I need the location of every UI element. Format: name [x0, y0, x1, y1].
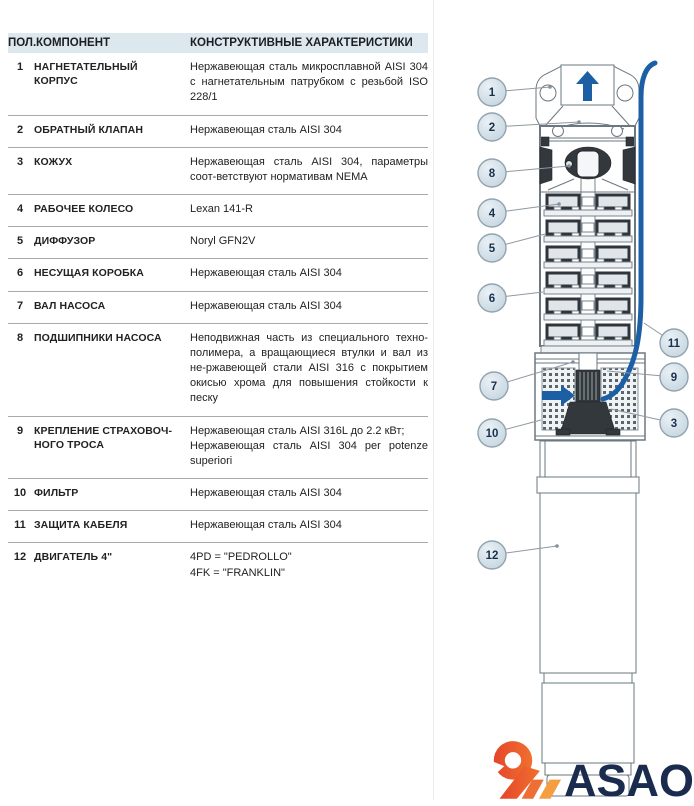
component-characteristics: Нержавеющая сталь AISI 304, параметры соот-ветствуют нормативам NEMA — [190, 155, 428, 183]
component-name: ЗАЩИТА КАБЕЛЯ — [34, 519, 128, 532]
brand-swoosh-icon — [488, 738, 563, 800]
callout-5 — [478, 234, 545, 262]
table-row — [8, 324, 428, 417]
brand-name: ASAO — [563, 755, 694, 806]
table-row — [8, 195, 428, 227]
svg-text:5: 5 — [488, 243, 496, 255]
brand-logo — [488, 736, 694, 806]
svg-text:9: 9 — [670, 372, 678, 384]
table-row — [8, 417, 428, 480]
component-characteristics: Нержавеющая сталь AISI 316L до 2.2 кВт; Нержавеющая сталь AISI 304 per potenze superiori — [190, 424, 428, 467]
table-row — [8, 479, 428, 511]
component-characteristics: 4PD = "PEDROLLO" 4FK = "FRANKLIN" — [190, 551, 292, 579]
lifting-hole — [617, 85, 633, 101]
component-characteristics: Нержавеющая сталь AISI 304 — [190, 267, 342, 280]
component-name: ФИЛЬТР — [34, 487, 79, 500]
table-row — [8, 292, 428, 324]
component-name: ПОДШИПНИКИ НАСОСА — [34, 331, 162, 344]
table-header-row — [8, 33, 428, 53]
row-position: 1 — [16, 61, 24, 73]
delivery-head — [536, 65, 639, 126]
callout-6 — [478, 284, 543, 312]
component-name: НАГНЕТАТЕЛЬНЫЙ КОРПУС — [34, 61, 138, 88]
component-characteristics: Нержавеющая сталь AISI 304 — [190, 123, 342, 136]
table-row — [8, 227, 428, 259]
component-name: КРЕПЛЕНИЕ СТРАХОВОЧ-НОГО ТРОСА — [34, 424, 173, 452]
component-name: НЕСУЩАЯ КОРОБКА — [34, 267, 144, 280]
component-name: ДИФФУЗОР — [34, 235, 96, 248]
svg-text:10: 10 — [485, 428, 499, 440]
component-characteristics: Нержавеющая сталь микросплавной AISI 304 с нагнетательным патрубком с резьбой ISO 228/1 — [190, 61, 428, 104]
svg-text:4: 4 — [488, 208, 496, 220]
row-position: 5 — [16, 235, 24, 248]
row-position: 8 — [16, 331, 24, 344]
svg-text:11: 11 — [667, 338, 681, 350]
row-position: 4 — [16, 203, 24, 216]
svg-text:8: 8 — [488, 168, 496, 180]
pump-diagram — [434, 0, 694, 806]
component-name: РАБОЧЕЕ КОЛЕСО — [34, 203, 134, 216]
row-position: 3 — [16, 155, 24, 168]
svg-text:2: 2 — [488, 122, 496, 134]
component-characteristics: Noryl GFN2V — [190, 235, 256, 248]
svg-text:6: 6 — [488, 293, 496, 305]
component-characteristics: Нержавеющая сталь AISI 304 — [190, 487, 342, 500]
table-row — [8, 116, 428, 148]
svg-text:12: 12 — [485, 550, 499, 562]
callout-11 — [644, 323, 688, 357]
callout-10 — [478, 419, 541, 447]
svg-text:3: 3 — [670, 418, 678, 430]
row-position: 6 — [16, 267, 24, 280]
callout-8 — [478, 159, 571, 187]
header-characteristics: КОНСТРУКТИВНЫЕ ХАРАКТЕРИСТИКИ — [190, 37, 413, 49]
component-characteristics: Нержавеющая сталь AISI 304 — [190, 299, 342, 312]
component-characteristics: Неподвижная часть из специального техно-полимера, а вращающиеся втулки и вал из не-ржавеющей стали AISI 316 с покрытием окисью хрома для повышения стойкости к песку — [190, 331, 428, 405]
component-name: ДВИГАТЕЛЬ 4" — [34, 551, 113, 564]
table-row — [8, 543, 428, 589]
row-position: 7 — [16, 299, 24, 312]
table-row — [8, 259, 428, 291]
row-position: 10 — [13, 487, 27, 500]
table-row — [8, 148, 428, 195]
component-name: КОЖУХ — [34, 155, 73, 168]
component-characteristics: Lexan 141-R — [190, 203, 253, 216]
row-position: 2 — [16, 123, 24, 136]
component-characteristics: Нержавеющая сталь AISI 304 — [190, 519, 342, 532]
component-name: ОБРАТНЫЙ КЛАПАН — [34, 123, 144, 136]
row-position: 11 — [14, 519, 26, 532]
row-position: 12 — [13, 551, 27, 564]
svg-text:7: 7 — [490, 381, 498, 393]
table-row — [8, 53, 428, 116]
component-name: ВАЛ НАСОСА — [34, 299, 106, 312]
header-position: ПОЛ. — [8, 37, 37, 49]
header-component: КОМПОНЕНТ — [36, 37, 111, 49]
row-position: 9 — [16, 424, 24, 437]
svg-text:1: 1 — [488, 87, 496, 99]
table-row — [8, 511, 428, 543]
component-table — [8, 33, 428, 590]
